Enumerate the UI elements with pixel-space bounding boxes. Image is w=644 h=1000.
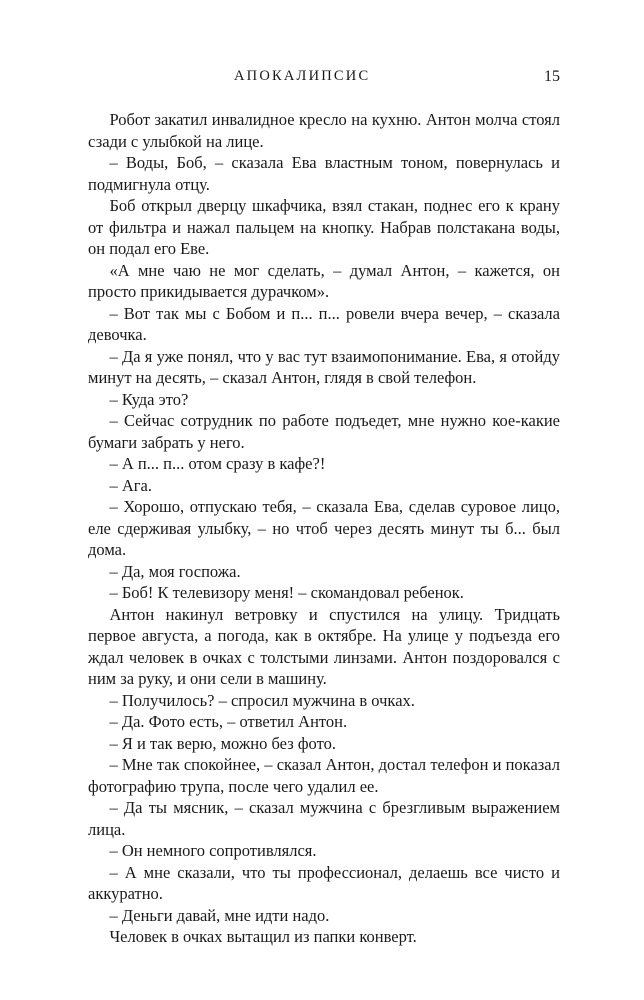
paragraph: Человек в очках вытащил из папки конверт. bbox=[109, 927, 417, 946]
paragraph: – Мне так спокойнее, – сказал Антон, достал телефон и показал фотографию трупа, после чего удалил ее. bbox=[88, 755, 560, 796]
paragraph: – Воды, Боб, – сказала Ева властным тоном, повернулась и подмигнула отцу. bbox=[88, 153, 560, 194]
paragraph: Боб открыл дверцу шкафчика, взял стакан, поднес его к крану от фильтра и нажал пальцем на кнопку. Набрав полстакана воды, он подал его Еве. bbox=[88, 196, 560, 258]
paragraph: – Он немного сопротивлялся. bbox=[109, 841, 317, 860]
paragraph: Робот закатил инвалидное кресло на кухню. Антон молча стоял сзади с улыбкой на лице. bbox=[88, 110, 560, 151]
paragraph: – Да, моя госпожа. bbox=[109, 561, 241, 581]
paragraph: – Я и так верю, можно без фото. bbox=[109, 733, 336, 753]
paragraph: – Вот так мы с Бобом и п... п... ровели вчера вечер, – сказала девочка. bbox=[88, 303, 560, 344]
paragraph: – Сейчас сотрудник по работе подъедет, мне нужно кое-какие бумаги забрать у него. bbox=[88, 411, 560, 452]
paragraph: – Деньги давай, мне идти надо. bbox=[109, 905, 330, 925]
paragraph: – Хорошо, отпускаю тебя, – сказала Ева, сделав суровое лицо, еле сдерживая улыбку, – но чтоб через десять минут ты б... был дома. bbox=[88, 497, 560, 559]
paragraph: – Да. Фото есть, – ответил Антон. bbox=[109, 712, 348, 731]
paragraph: – Куда это? bbox=[109, 389, 189, 409]
page-header bbox=[88, 68, 560, 88]
paragraph: – Боб! К телевизору меня! – скомандовал ребенок. bbox=[109, 583, 464, 602]
paragraph: – Ага. bbox=[109, 475, 152, 495]
paragraph: – А мне сказали, что ты профессионал, делаешь все чисто и аккуратно. bbox=[88, 862, 560, 903]
paragraph: – Да я уже понял, что у вас тут взаимопонимание. Ева, я отойду минут на десять, – сказал Антон, глядя в свой телефон. bbox=[88, 346, 560, 387]
body-text bbox=[88, 109, 560, 948]
paragraph: – Получилось? – спросил мужчина в очках. bbox=[109, 690, 415, 710]
paragraph: Антон накинул ветровку и спустился на улицу. Тридцать первое августа, а погода, как в октябре. На улице у подъезда его ждал человек в очках с толстыми линзами. Антон поздоровался с ним за руку, и они сели в машину. bbox=[88, 604, 560, 688]
paragraph: – А п... п... отом сразу в кафе?! bbox=[109, 454, 326, 473]
page-number: 15 bbox=[544, 68, 560, 85]
paragraph: «А мне чаю не мог сделать, – думал Антон, – кажется, он просто прикидывается дурачком». bbox=[88, 260, 560, 301]
paragraph: – Да ты мясник, – сказал мужчина с брезгливым выражением лица. bbox=[88, 798, 560, 839]
running-title: АПОКАЛИПСИС bbox=[234, 68, 371, 84]
